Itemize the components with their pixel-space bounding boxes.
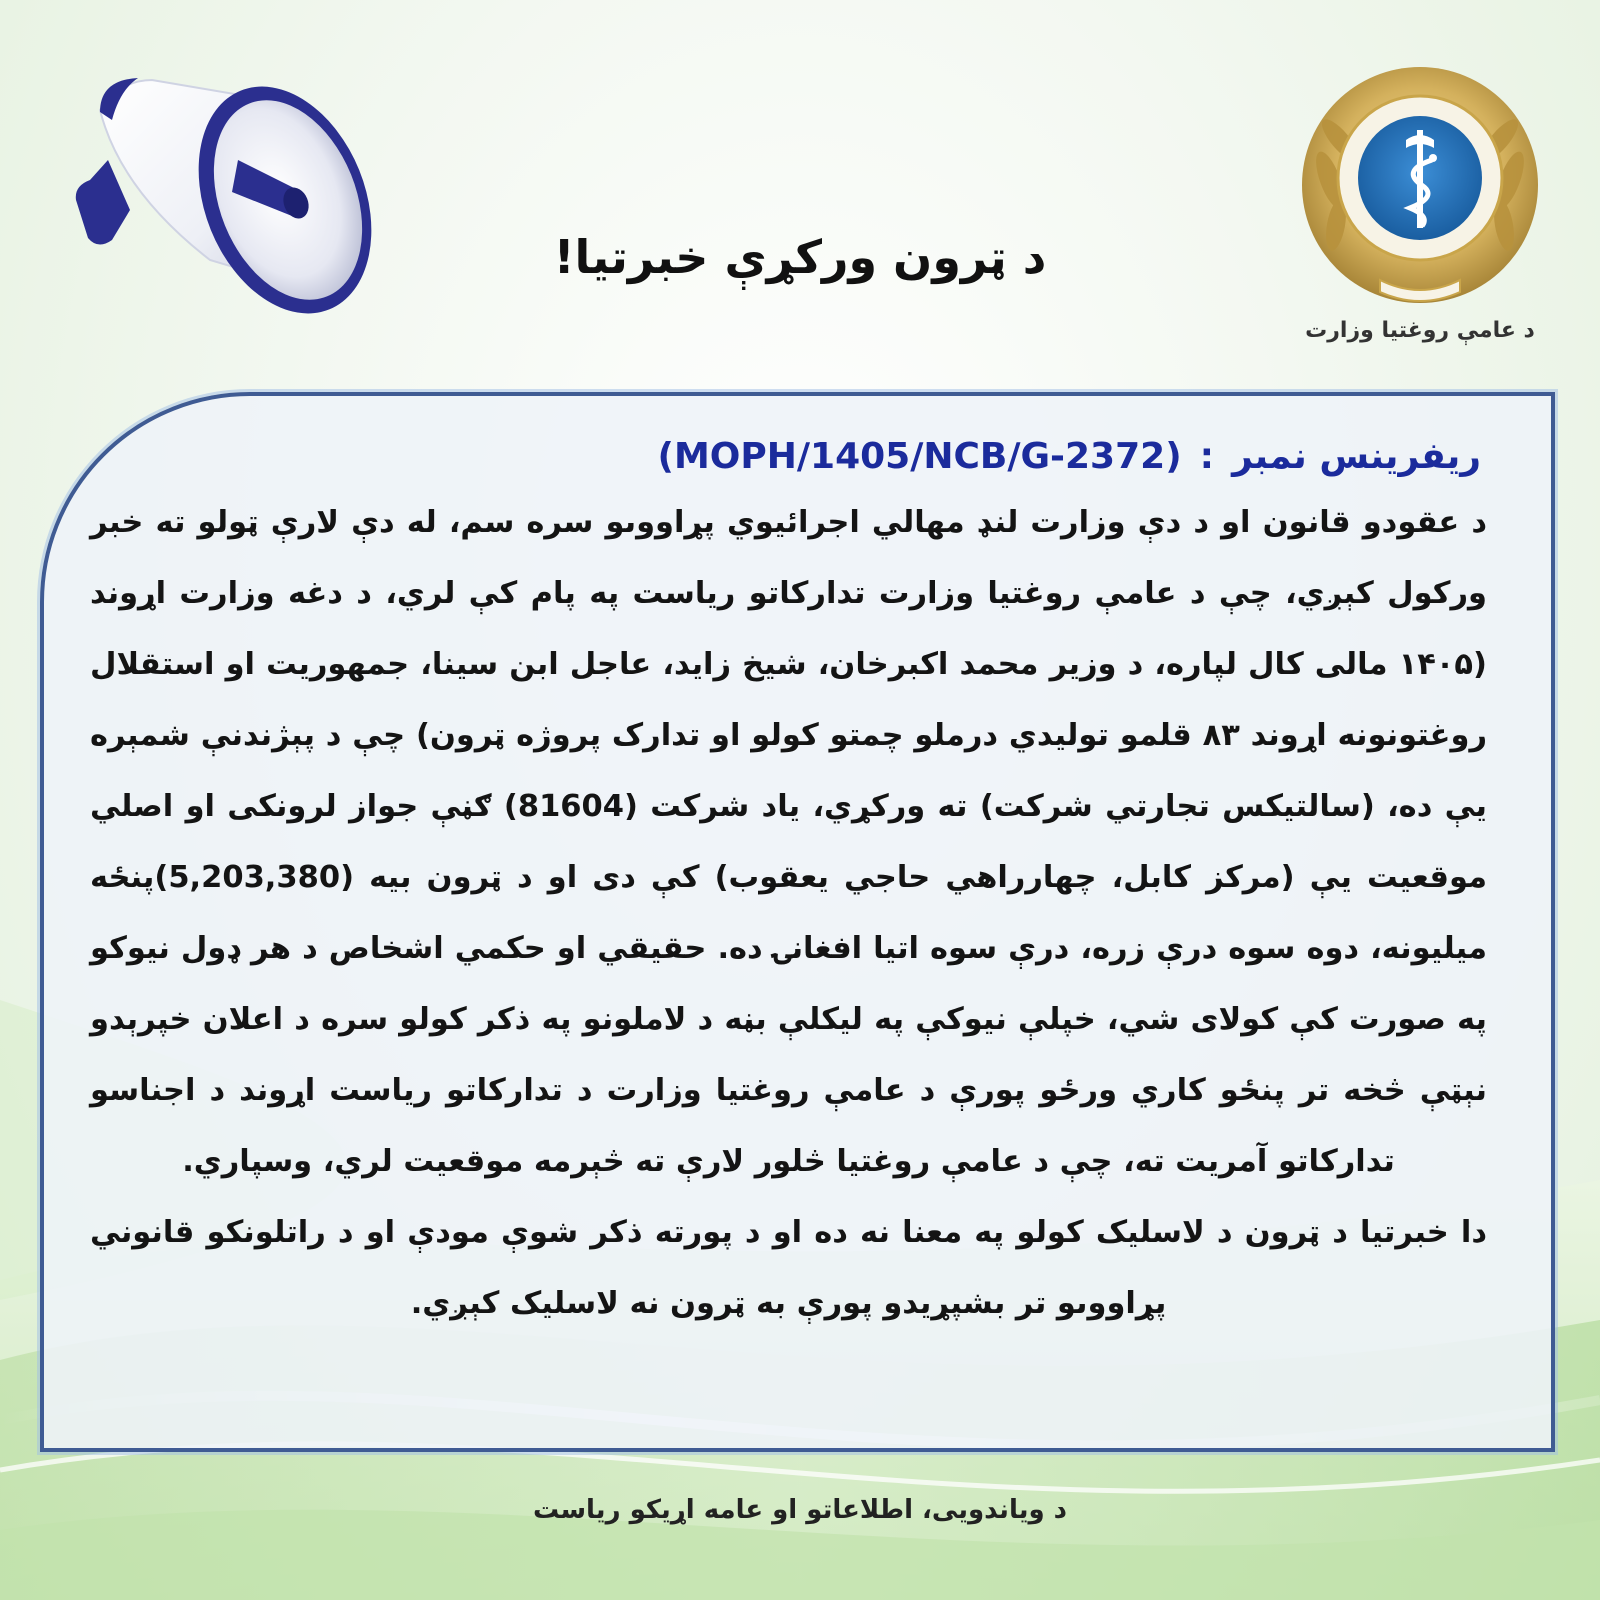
notice-body: د عقودو قانون او د دې وزارت لنډ مهالي اجرائیوي پړاووںو سره سم، له دې لارې ټولو ته خبر ورکول کېږي، چې د عامې روغتیا وزارت تدارکاتو ریاست په پام کې لري، د دغه وزارت اړوند (۱۴۰۵ مالی کال لپاره، د وزیر محمد اکبرخان، شیخ زاید، عاجل ابن سینا، جمهوریت او استقلال روغتونونه اړوند ۸۳ قلمو تولیدي درملو چمتو کولو او تدارک پروژه ټرون) چې د پېژندنې شمېره یې ده، (سالتیکس تجارتي شرکت) ته ورکړي، یاد شرکت (81604) ګڼې جواز لرونکی او اصلي موقعیت یې (مرکز کابل، چهارراهي حاجي یعقوب) کې دی او د ټرون بیه (5,203,380)پنځه میلیونه، دوه سوه درې زره، درې سوه اتیا افغانۍ ده. حقیقي او حکمي اشخاص د هر ډول نیوکو په صورت کې کولای شي، خپلې نیوکې په لیکلې بڼه د لاملونو په ذکر کولو سره د اعلان خپرېدو نېټې څخه تر پنځو کاري ورځو پورې د عامې روغتیا وزارت د تدارکاتو ریاست اړوند د اجناسو تدارکاتو آمریت ته، چې د عامې روغتیا څلور لارې ته څېرمه موقعیت لري، وسپاري. [90,505,1487,1179]
megaphone-icon [60,40,380,330]
reference-separator: : [1199,436,1215,477]
ministry-logo [1290,60,1550,360]
reference-line [90,436,1487,477]
footer-department: د ویاندویی، اطلاعاتو او عامه اړیکو ریاست [532,1495,1068,1525]
notice-panel [40,392,1555,1452]
reference-number: (MOPH/1405/NCB/G-2372) [657,436,1182,477]
ministry-emblem-icon [1290,60,1550,310]
page-title: د ټرون ورکړې خبرتیا! [553,230,1047,284]
ministry-caption: د عامې روغتیا وزارت [1305,318,1535,343]
reference-label: ریفرینس نمبر [1232,436,1481,477]
notice-closing: دا خبرتیا د ټرون د لاسلیک کولو په معنا نه ده او د پورته ذکر شوې مودې او د راتلونکو قانوني پړاووںو تر بشپړیدو پورې به ټرون نه لاسلیک کېږي. [90,1215,1487,1321]
